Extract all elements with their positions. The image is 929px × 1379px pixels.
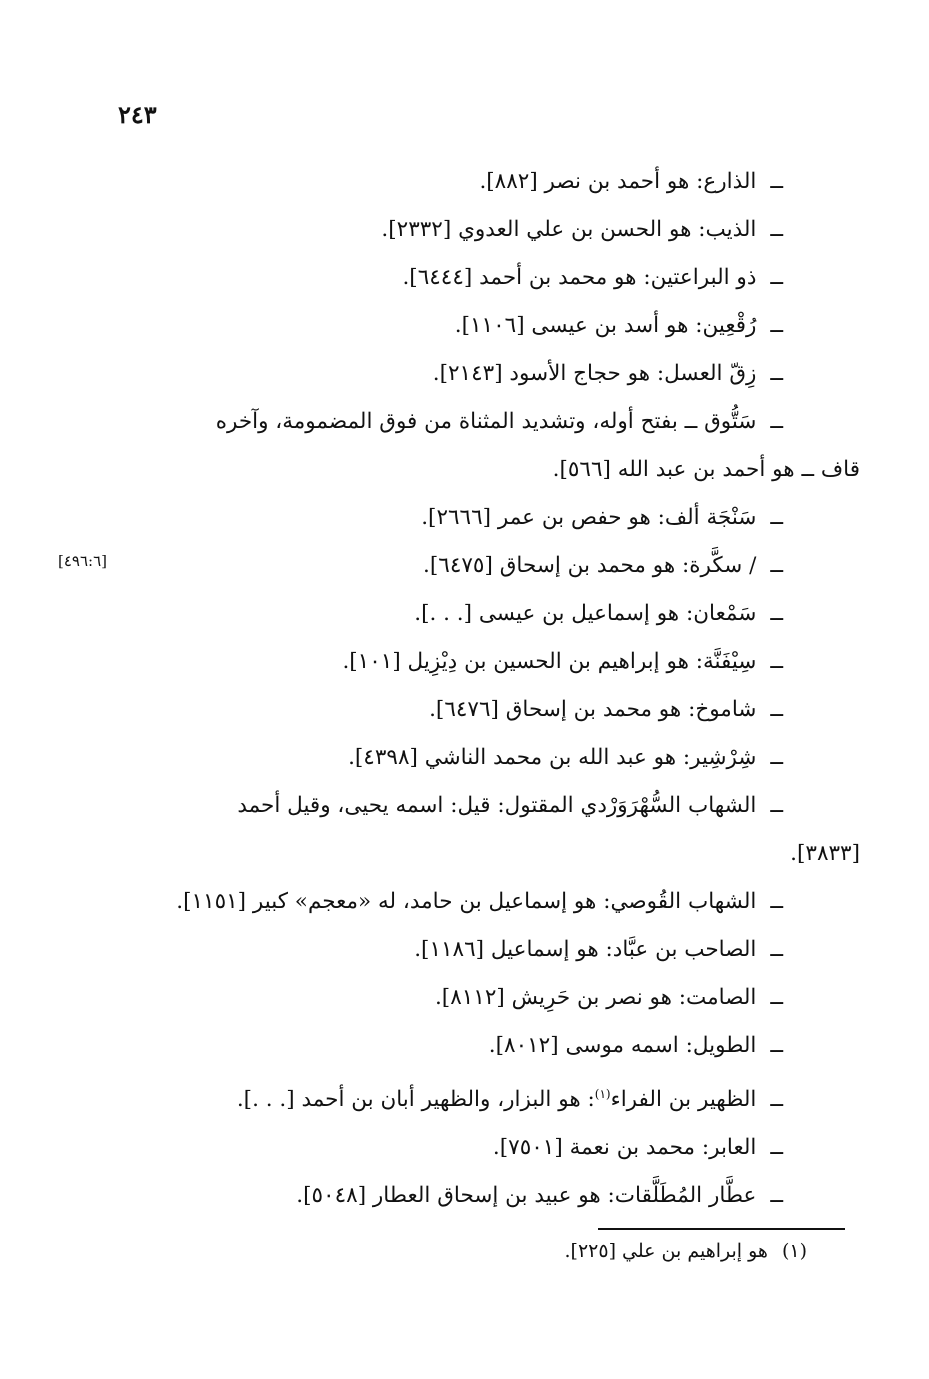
list-item <box>83 590 783 638</box>
entry-text: الظهير بن الفراء <box>610 1087 757 1113</box>
entry-dash: ــ <box>770 937 783 962</box>
list-item <box>83 254 783 302</box>
entry-dash: ــ <box>770 265 783 290</box>
list-item <box>83 542 783 590</box>
entry-dash: ــ <box>770 985 783 1010</box>
footnote <box>565 1240 808 1262</box>
entry-dash: ــ <box>770 313 783 338</box>
entry-dash: ــ <box>770 217 783 242</box>
entry-text: الصامت: هو نصر بن حَرِيش [٨١١٢]. <box>434 985 757 1010</box>
entry-text: شِرْشِير: هو عبد الله بن محمد الناشي [٤٣٩٨]. <box>348 745 757 770</box>
entry-text: / سكَّرة: هو محمد بن إسحاق [٦٤٧٥]. <box>423 553 757 578</box>
entry-text-after: : هو البزار، والظهير أبان بن أحمد [. . .]. <box>236 1087 595 1113</box>
footnote-marker: (١) <box>594 1087 611 1101</box>
list-item <box>83 1070 783 1124</box>
list-item <box>83 494 783 542</box>
entry-text: الذارع: هو أحمد بن نصر [٨٨٢]. <box>479 169 757 194</box>
entry-text: سَنْجَة ألف: هو حفص بن عمر [٢٦٦٦]. <box>421 505 757 530</box>
entry-dash: ــ <box>770 745 783 770</box>
list-item <box>83 350 783 398</box>
list-item <box>83 302 783 350</box>
entry-text: عطَّار المُطَلَّقات: هو عبيد بن إسحاق العطار [٥٠٤٨]. <box>296 1183 757 1209</box>
entry-dash: ــ <box>770 1087 783 1113</box>
list-item <box>103 782 860 878</box>
entry-dash: ــ <box>770 793 783 818</box>
entry-continuation: قاف ــ هو أحمد بن عبد الله [٥٦٦]. <box>552 457 860 482</box>
entry-continuation: [٣٨٣٣]. <box>790 841 860 866</box>
entry-text: الشهاب السُّهْرَوَرْدي المقتول: قيل: اسمه يحيى، وقيل أحمد <box>237 793 757 818</box>
entry-text: الصاحب بن عبَّاد: هو إسماعيل [١١٨٦]. <box>414 937 757 962</box>
entry-text: زِقّ العسل: هو حجاج الأسود [٢١٤٣]. <box>432 361 757 386</box>
page-number: ٢٤٣ <box>118 100 157 129</box>
list-item <box>83 206 783 254</box>
list-item <box>83 158 783 206</box>
list-item <box>83 686 783 734</box>
footnote-number: (١) <box>781 1240 807 1262</box>
entry-text: سِيْفَنَّة: هو إبراهيم بن الحسين بن دِيْزِيل [١٠١]. <box>342 649 757 674</box>
entry-dash: ــ <box>770 1183 783 1209</box>
entry-dash: ــ <box>770 409 783 434</box>
entry-dash: ــ <box>770 361 783 386</box>
entry-dash: ــ <box>770 505 783 530</box>
entry-dash: ــ <box>770 553 783 578</box>
entry-text: سَمْعان: هو إسماعيل بن عيسى [. . .]. <box>414 601 757 626</box>
entry-dash: ــ <box>770 601 783 626</box>
entry-text: العابر: محمد بن نعمة [٧٥٠١]. <box>492 1135 757 1161</box>
entry-text: ذو البراعتين: هو محمد بن أحمد [٦٤٤٤]. <box>402 265 757 290</box>
list-item <box>83 734 783 782</box>
list-item <box>83 1022 783 1070</box>
list-item <box>83 1172 783 1220</box>
list-item <box>83 926 783 974</box>
entry-text: الطويل: اسمه موسى [٨٠١٢]. <box>488 1033 757 1058</box>
entry-text: سَتُّوق ــ بفتح أوله، وتشديد المثناة من فوق المضمومة، وآخره <box>215 409 757 434</box>
list-item <box>103 398 860 494</box>
entry-dash: ــ <box>770 169 783 194</box>
list-item <box>83 1124 783 1172</box>
list-item <box>83 638 783 686</box>
entry-dash: ــ <box>770 649 783 674</box>
footnote-divider <box>598 1228 845 1230</box>
footnote-text: هو إبراهيم بن علي [٢٢٥]. <box>564 1240 768 1262</box>
list-item <box>83 974 783 1022</box>
entry-dash: ــ <box>770 889 783 914</box>
entry-list <box>83 158 860 1220</box>
entry-text: رُقْعِين: هو أسد بن عيسى [١١٠٦]. <box>454 313 757 338</box>
list-item <box>83 878 783 926</box>
entry-dash: ــ <box>770 1135 783 1161</box>
entry-dash: ــ <box>770 697 783 722</box>
entry-text: الذيب: هو الحسن بن علي العدوي [٢٣٣٢]. <box>381 217 757 242</box>
entry-text: شاموخ: هو محمد بن إسحاق [٦٤٧٦]. <box>429 697 757 722</box>
margin-reference: [٤٩٦:٦] <box>58 552 107 570</box>
entry-text: الشهاب القُوصي: هو إسماعيل بن حامد، له «معجم» كبير [١١٥١]. <box>176 889 757 914</box>
entry-dash: ــ <box>770 1033 783 1058</box>
